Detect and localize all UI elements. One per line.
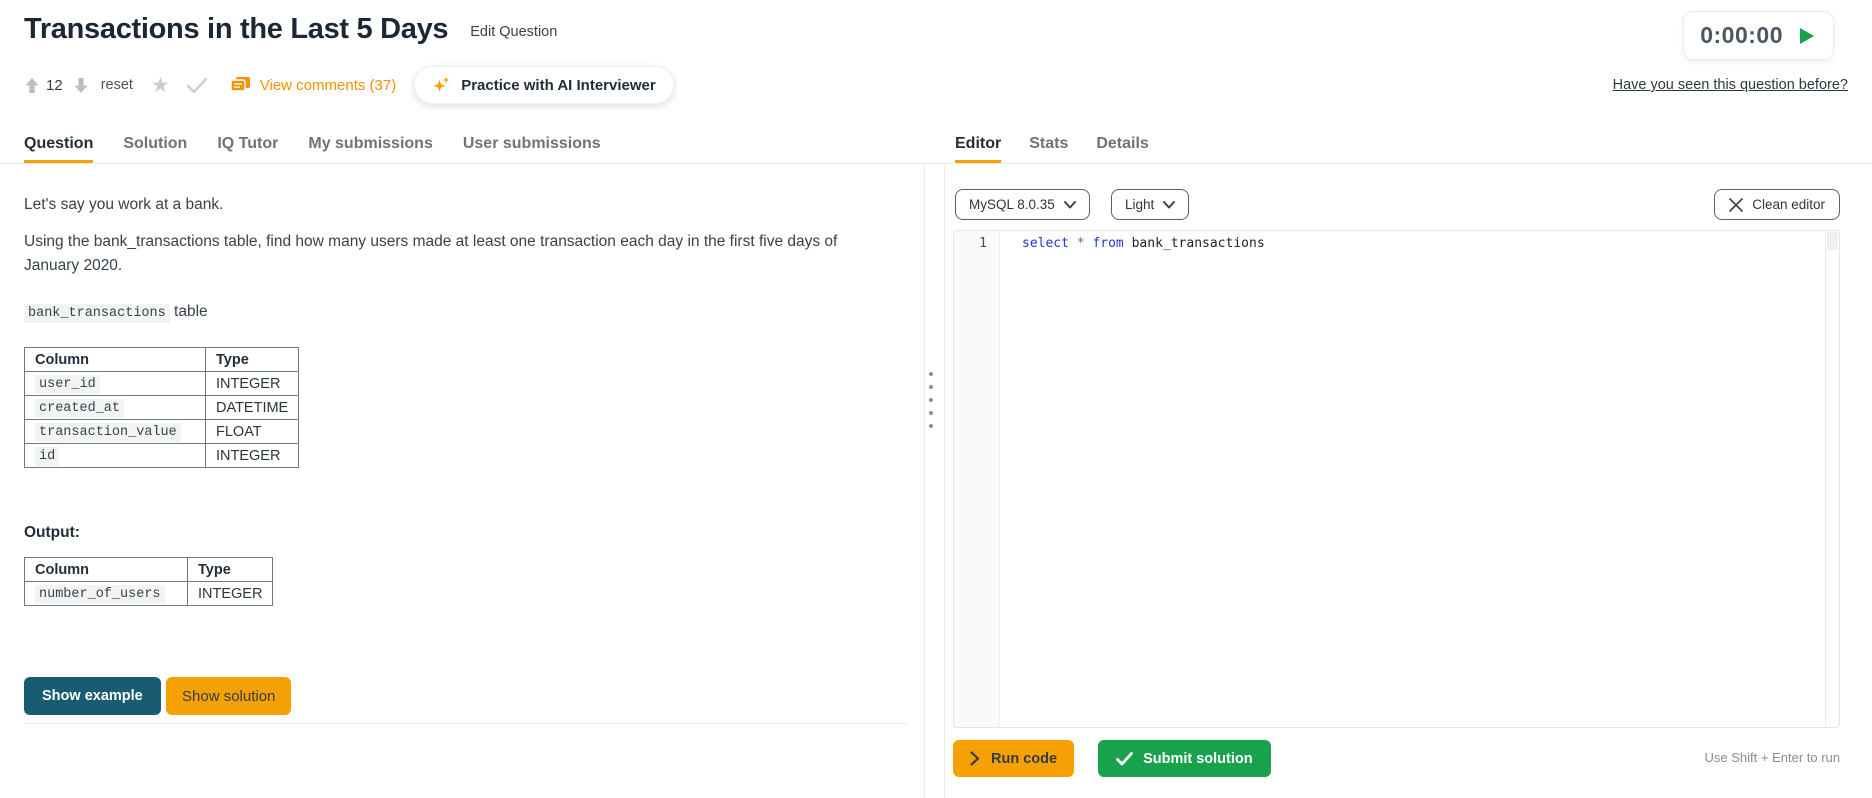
table-cell-type: INTEGER: [206, 444, 299, 468]
view-comments-link[interactable]: [230, 76, 396, 94]
panel-divider-line: [924, 164, 925, 798]
actions-row: [24, 68, 674, 102]
code-token: *: [1076, 236, 1085, 251]
table-header-cell: Column: [25, 348, 206, 372]
tab-editor[interactable]: Editor: [955, 135, 1001, 163]
timer-card: [1683, 11, 1834, 60]
grip-dot: [929, 398, 933, 402]
table-cell-column: id: [35, 447, 59, 466]
check-icon: [1116, 752, 1133, 766]
clean-editor-label: Clean editor: [1752, 197, 1825, 212]
header: [24, 14, 557, 46]
code-token: select: [1022, 236, 1069, 251]
tab-stats[interactable]: Stats: [1029, 135, 1069, 152]
tab-question[interactable]: Question: [24, 135, 93, 163]
tab-user-submissions[interactable]: User submissions: [462, 135, 601, 152]
bookmark-star-icon[interactable]: ★: [150, 73, 170, 97]
right-tab-group: [955, 135, 1149, 163]
table-caption-rest: table: [169, 303, 208, 320]
left-tab-group: [24, 135, 601, 163]
code-token: bank_transactions: [1131, 236, 1265, 251]
show-solution-button[interactable]: Show solution: [166, 677, 291, 715]
submit-solution-button[interactable]: [1098, 740, 1271, 777]
table-cell-type: DATETIME: [206, 396, 299, 420]
table-caption-code: bank_transactions: [24, 304, 170, 323]
sql-dialect-select[interactable]: [955, 189, 1090, 220]
table-header-row: [25, 558, 273, 582]
completed-check-icon: [186, 77, 208, 94]
vote-count: 12: [46, 76, 63, 94]
table-row: [25, 582, 273, 606]
x-icon: [1729, 198, 1743, 212]
run-code-button[interactable]: [953, 740, 1074, 777]
reset-button[interactable]: reset: [100, 77, 133, 93]
code-token: [1069, 236, 1077, 251]
table-row: [25, 444, 299, 468]
schema-table: [24, 347, 299, 468]
editor-theme-value: Light: [1125, 197, 1155, 212]
tab-details[interactable]: Details: [1096, 135, 1149, 152]
comment-icon: [230, 76, 251, 94]
question-paragraph-1: Let's say you work at a bank.: [24, 196, 224, 213]
table-row: [25, 372, 299, 396]
table-cell-column: transaction_value: [35, 423, 181, 442]
editor-line-gutter: [954, 231, 1000, 727]
chevron-down-icon: [1163, 201, 1175, 209]
table-header-cell: Type: [206, 348, 299, 372]
table-cell-column: number_of_users: [35, 585, 165, 604]
panel-divider-line: [944, 164, 945, 798]
tab-bar: [0, 135, 1872, 164]
table-cell-type: INTEGER: [188, 582, 273, 606]
grip-dot: [929, 424, 933, 428]
show-example-button[interactable]: Show example: [24, 677, 161, 715]
edit-question-link[interactable]: Edit Question: [470, 23, 558, 40]
run-shortcut-hint: Use Shift + Enter to run: [1704, 750, 1840, 765]
page-title: Transactions in the Last 5 Days: [24, 13, 449, 45]
editor-theme-select[interactable]: [1111, 189, 1189, 220]
play-icon: [1799, 27, 1815, 45]
table-row: [25, 420, 299, 444]
tab-my-submissions[interactable]: My submissions: [308, 135, 433, 152]
table-cell-type: INTEGER: [206, 372, 299, 396]
line-number: 1: [979, 236, 987, 251]
arrow-up-icon: [24, 77, 40, 94]
table-caption: [24, 303, 208, 321]
grip-dot: [929, 411, 933, 415]
grip-dot: [929, 385, 933, 389]
left-panel-divider: [24, 723, 908, 724]
timer-value: 0:00:00: [1700, 22, 1783, 48]
table-cell-column: created_at: [35, 399, 124, 418]
timer-play-button[interactable]: [1799, 26, 1817, 46]
table-cell-column: user_id: [35, 375, 100, 394]
seen-before-link[interactable]: Have you seen this question before?: [1612, 77, 1848, 93]
code-line[interactable]: [1022, 236, 1265, 251]
output-table: [24, 557, 273, 606]
arrow-down-icon: [73, 77, 89, 94]
grip-dot: [929, 372, 933, 376]
downvote-button[interactable]: [73, 77, 89, 94]
table-header-cell: Column: [25, 558, 188, 582]
upvote-button[interactable]: [24, 77, 40, 94]
submit-solution-label: Submit solution: [1143, 750, 1253, 767]
tab-solution[interactable]: Solution: [123, 135, 188, 152]
output-label: Output:: [24, 524, 80, 541]
code-token: [1124, 236, 1132, 251]
code-token: from: [1092, 236, 1124, 251]
view-comments-label: View comments (37): [259, 76, 397, 94]
sql-dialect-value: MySQL 8.0.35: [969, 197, 1055, 212]
run-code-label: Run code: [991, 750, 1058, 767]
table-header-row: [25, 348, 299, 372]
table-header-cell: Type: [188, 558, 273, 582]
editor-scrollbar-thumb[interactable]: [1827, 232, 1838, 250]
ai-interviewer-button[interactable]: [414, 66, 674, 104]
clean-editor-button[interactable]: [1714, 189, 1840, 220]
ai-interviewer-label: Practice with AI Interviewer: [461, 76, 656, 94]
chevron-down-icon: [1064, 201, 1076, 209]
tab-iq-tutor[interactable]: IQ Tutor: [217, 135, 279, 152]
panel-resize-handle[interactable]: [929, 372, 933, 428]
question-paragraph-2: Using the bank_transactions table, find how many users made at least one transaction each day in the first five days of January 2020.: [24, 233, 838, 275]
table-row: [25, 396, 299, 420]
code-editor[interactable]: [953, 230, 1840, 728]
editor-action-row: [953, 740, 1271, 777]
chevron-right-icon: [970, 751, 980, 766]
table-cell-type: FLOAT: [206, 420, 299, 444]
sparkles-icon: [432, 75, 452, 95]
editor-scrollbar-track[interactable]: [1825, 231, 1826, 727]
